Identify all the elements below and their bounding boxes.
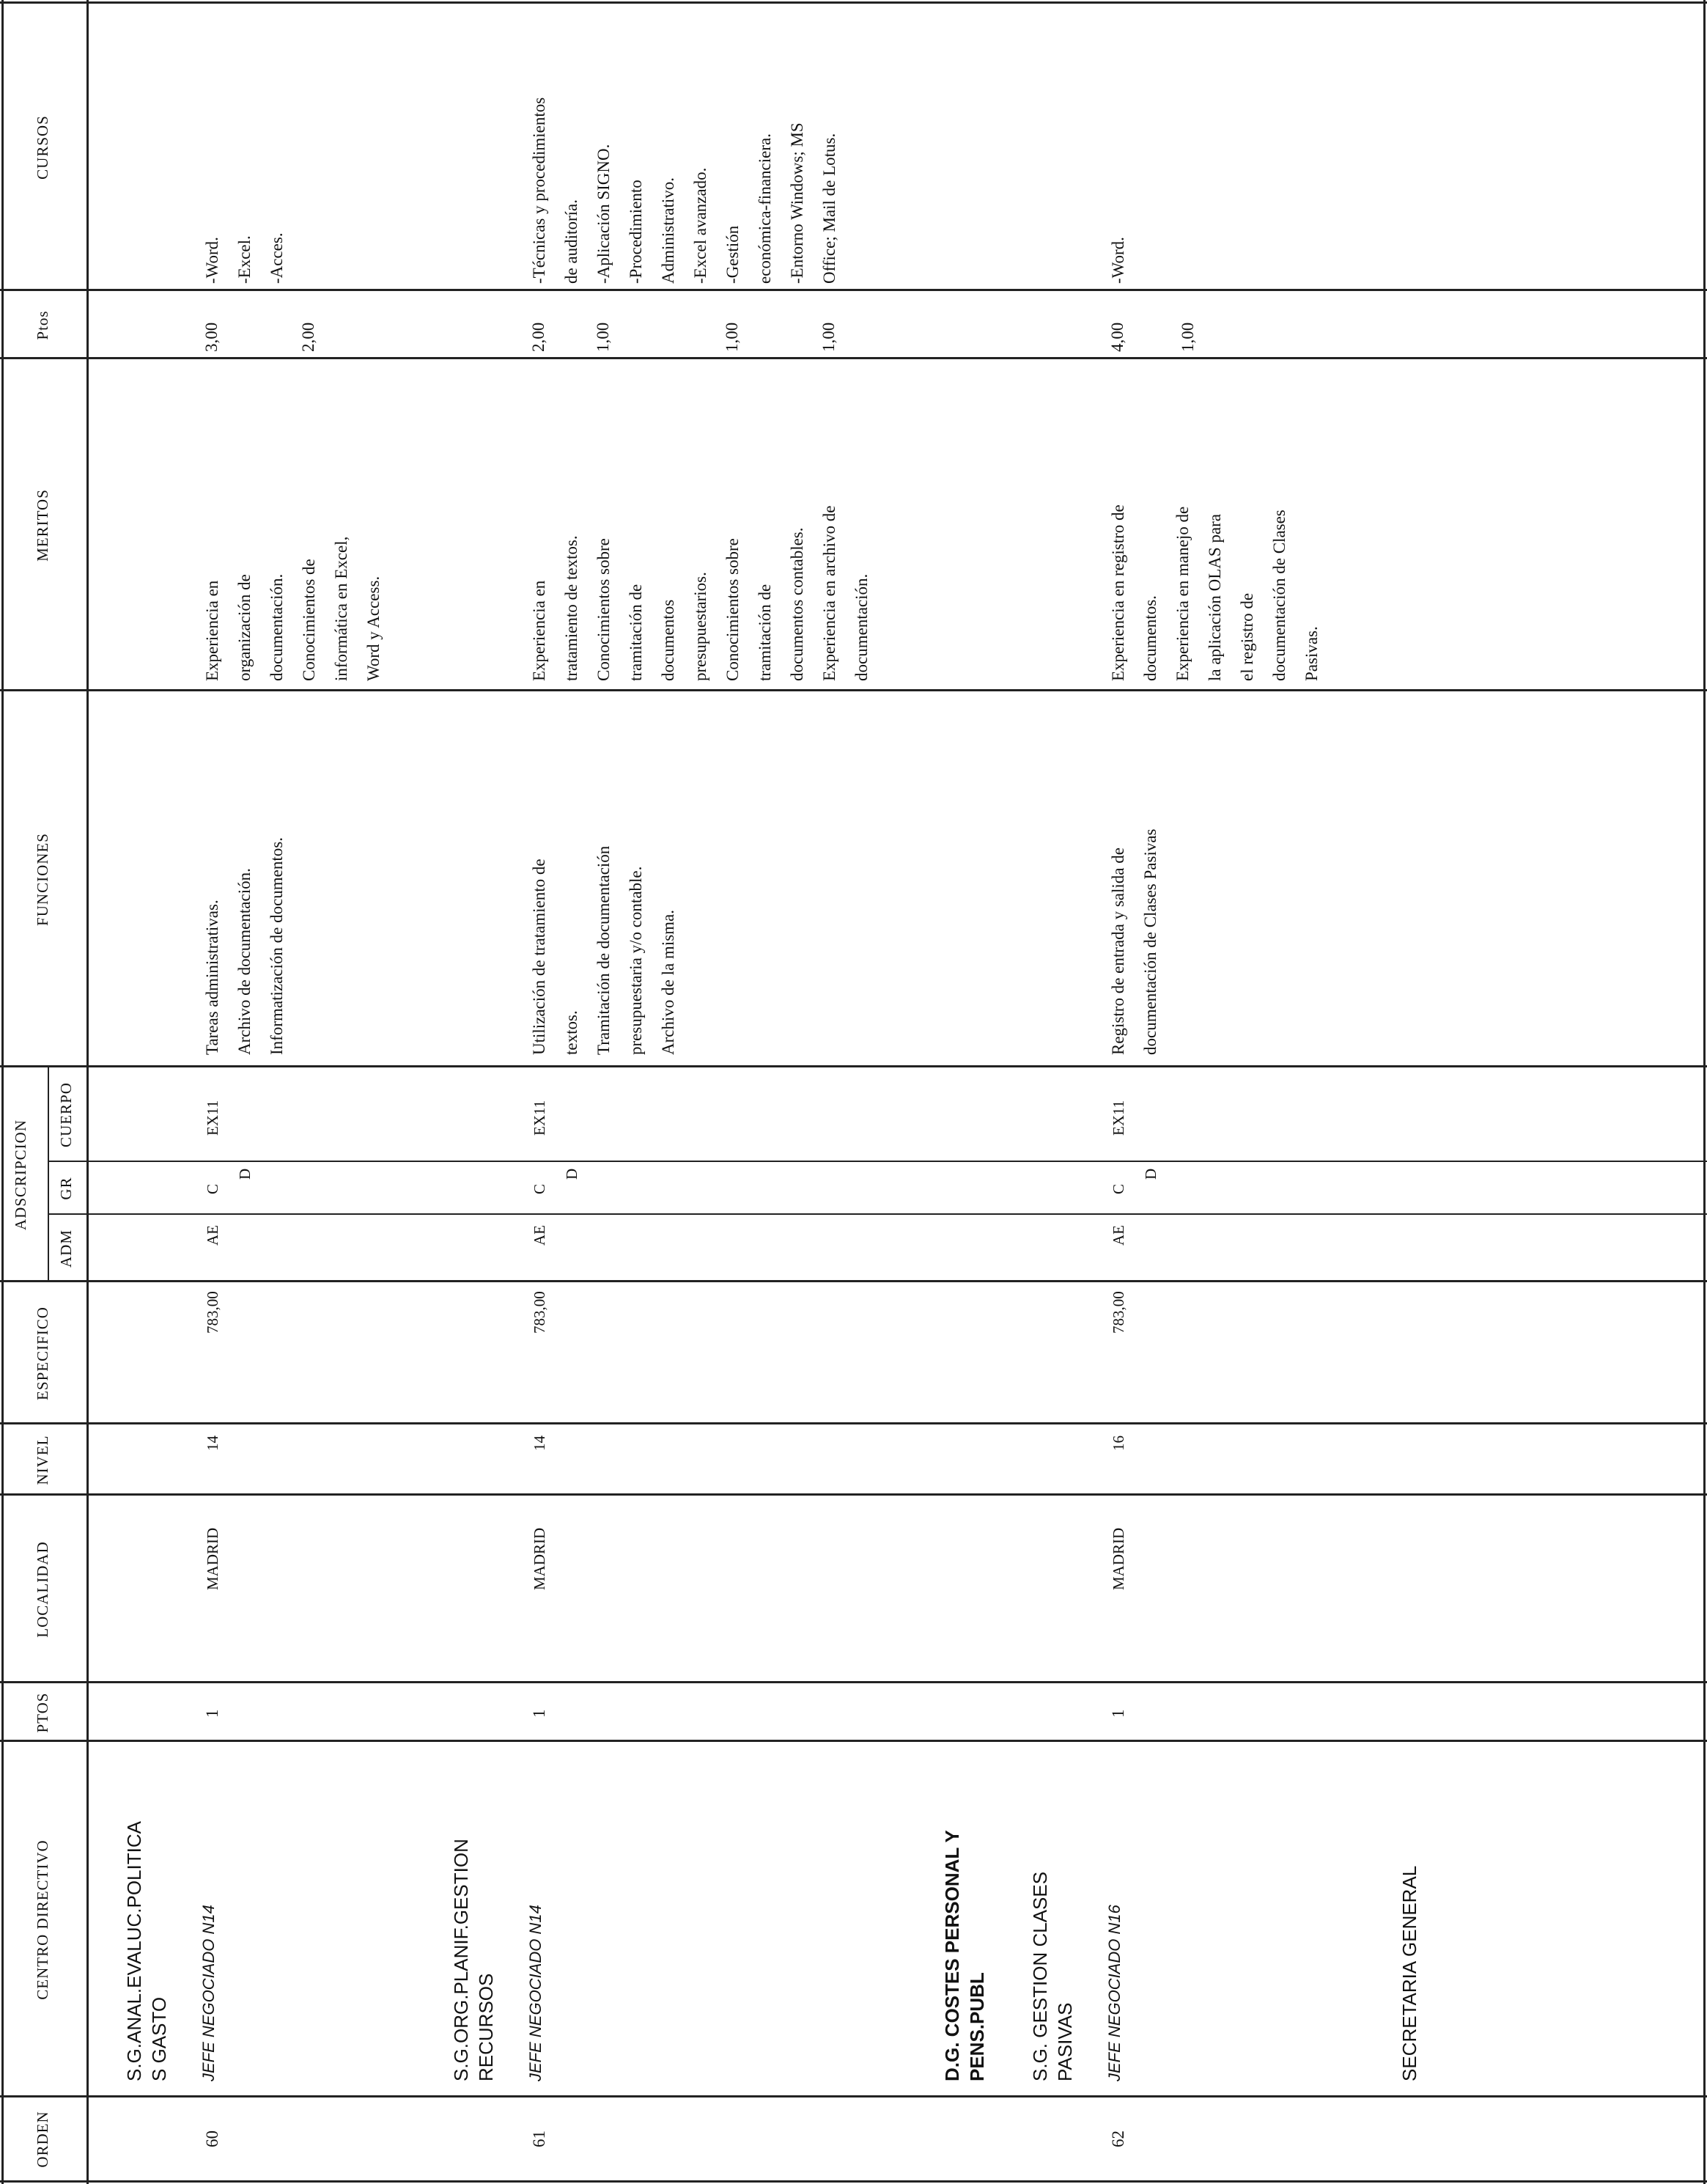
bottom-border [1703,0,1706,2184]
row-meritos-pts-1: 4,00 [1108,322,1127,352]
row-puesto: JEFE NEGOCIADO N14 [199,1905,218,2081]
row-nivel: 16 [1110,1435,1127,1451]
row-puesto: JEFE NEGOCIADO N16 [1105,1905,1124,2081]
top-border [1,0,4,2184]
header-cursos: CURSOS [34,115,51,180]
row-especifico: 783,00 [1110,1291,1127,1334]
adscripcion-sep-2 [48,1161,1707,1162]
col-sep-localidad [0,1493,1707,1496]
col-sep-centro [0,1740,1707,1742]
adscripcion-sep-1 [48,1213,1707,1215]
header-funciones: FUNCIONES [34,833,51,926]
header-adscripcion: ADSCRIPCION [12,1119,29,1231]
row-nivel: 14 [204,1435,221,1451]
row-orden: 62 [1109,2130,1127,2147]
row-gr-1: C [204,1183,221,1194]
header-localidad: LOCALIDAD [34,1541,51,1638]
row-gr-2: D [236,1168,254,1180]
footer-centro-secretaria: SECRETARIA GENERAL [1398,1865,1420,2081]
row-cursos: -Técnicas y procedimientos de auditoría. -Aplicación SIGNO. -Procedimiento Administrativo. -Excel avanzado. -Gestión económica-financiera. -Entorno Windows; MS Office; Mail de Lotus. [530,97,838,284]
col-sep-especifico [0,1280,1707,1282]
row-meritos-pts-2: 1,00 [594,322,612,352]
left-border [0,2180,1707,2183]
row-gr-2: D [563,1168,580,1180]
row-direccion: D.G. COSTES PERSONAL Y PENS.PUBL [941,1830,988,2081]
row-funciones: Utilización de tratamiento de textos. Tramitación de documentación presupuestaria y/o contable. Archivo de la misma. [530,845,677,1055]
row-cursos: -Word. -Excel. -Acces. [203,232,286,284]
row-especifico: 783,00 [204,1291,221,1334]
col-sep-meritos [0,357,1707,359]
col-sep-adscripcion [0,1065,1707,1067]
col-sep-ptos [0,1681,1707,1683]
header-bottom-line [86,0,89,2184]
right-border [0,1,1707,4]
header-adm: ADM [57,1229,75,1268]
row-centro: S.G.ORG.PLANIF.GESTION RECURSOS [450,1839,497,2081]
row-funciones: Registro de entrada y salida de documentación de Clases Pasivas [1109,828,1159,1055]
header-cuerpo: CUERPO [57,1082,75,1147]
row-orden: 61 [530,2130,548,2147]
row-puesto: JEFE NEGOCIADO N14 [526,1905,545,2081]
row-gr-1: C [531,1183,548,1194]
row-localidad: MADRID [1110,1527,1127,1590]
row-gr-2: D [1142,1168,1159,1180]
header-orden: ORDEN [34,2111,51,2168]
row-adm: AE [204,1225,221,1246]
row-meritos-pts-1: 2,00 [529,322,548,352]
row-funciones: Tareas administrativas. Archivo de documentación. Informatización de documentos. [203,837,286,1055]
row-localidad: MADRID [531,1527,548,1590]
row-meritos-pts-3: 1,00 [723,322,741,352]
row-cuerpo: EX11 [1110,1100,1127,1136]
row-meritos: Experiencia en tratamiento de textos. Conocimientos sobre tramitación de documentos presupuestarios. Conocimientos sobre tramitación de documentos contables. Experiencia en archivo de documentación. [530,505,871,681]
row-meritos-pts-2: 1,00 [1179,322,1197,352]
row-cuerpo: EX11 [531,1100,548,1136]
row-ptos: 1 [530,1709,548,1718]
row-gr-1: C [1110,1183,1127,1194]
header-nivel: NIVEL [34,1435,51,1485]
row-cursos: -Word. [1109,237,1127,284]
col-sep-orden [0,2095,1707,2097]
row-orden: 60 [203,2130,221,2147]
row-localidad: MADRID [204,1527,221,1590]
row-meritos: Experiencia en registro de documentos. Experiencia en manejo de la aplicación OLAS para el registro de documentación de Clases Pasivas. [1109,504,1321,681]
header-gr: GR [57,1177,75,1200]
row-meritos-pts-1: 3,00 [202,322,221,352]
row-especifico: 783,00 [531,1291,548,1334]
row-meritos-pts-4: 1,00 [819,322,838,352]
header-especifico: ESPECIFICO [34,1306,51,1400]
adscripcion-sub-line [48,1067,49,1282]
row-ptos: 1 [203,1709,221,1718]
row-ptos: 1 [1109,1709,1127,1718]
row-adm: AE [531,1225,548,1246]
row-meritos-pts-2: 2,00 [299,322,317,352]
row-centro: S.G. GESTION CLASES PASIVAS [1029,1871,1076,2081]
col-sep-pts [0,289,1707,291]
row-centro: S.G.ANAL.EVALUC.POLITICA S GASTO [123,1821,170,2081]
header-centro-directivo: CENTRO DIRECTIVO [34,1839,51,2000]
header-meritos: MERITOS [34,489,51,562]
col-sep-funciones [0,689,1707,691]
row-meritos: Experiencia en organización de documentación. Conocimientos de informática en Excel, Word y Access. [203,536,383,681]
row-cuerpo: EX11 [204,1100,221,1136]
header-pts: Ptos [34,310,51,340]
col-sep-nivel [0,1422,1707,1424]
header-ptos: PTOS [34,1692,51,1733]
row-nivel: 14 [531,1435,548,1451]
row-adm: AE [1110,1225,1127,1246]
